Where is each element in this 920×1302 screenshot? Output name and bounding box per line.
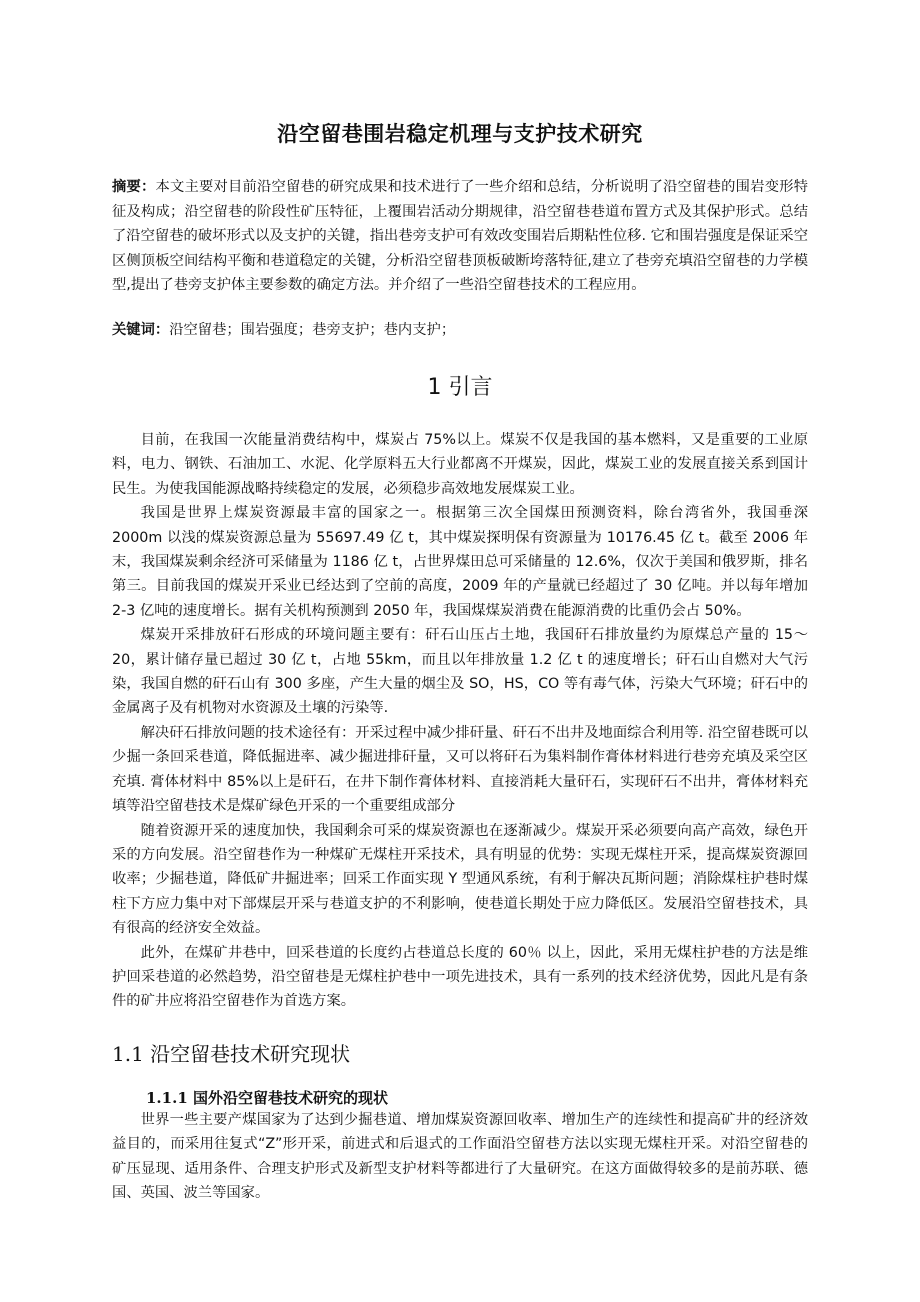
document-title: 沿空留巷围岩稳定机理与支护技术研究 [277,122,643,146]
paragraph: 煤炭开采排放矸石形成的环境问题主要有：矸石山压占土地，我国矸石排放量约为原煤总产量的 15～20，累计储存量已超过 30 亿 t，占地 55km，而且以年排放量 1.2 亿 t 的速度增长；矸石山自燃对大气污染，我国自燃的矸石山有 300 多座，产生大量的烟尘及 SO，HS，CO 等有毒气体，污染大气环境；矸石中的金属离子及有机物对水资源及土壤的污染等. [112,627,808,717]
foreign-research-body [112,1108,808,1206]
subsection-heading-foreign-research: 1.1.1 国外沿空留巷技术研究的现状 [146,1089,388,1107]
paragraph: 随着资源开采的速度加快，我国剩余可采的煤炭资源也在逐渐减少。煤炭开采必须要向高产高效，绿色开采的方向发展。沿空留巷作为一种煤矿无煤柱开采技术，具有明显的优势：实现无煤柱开采，提高煤炭资源回收率；少掘巷道，降低矿井掘进率；回采工作面实现 Y 型通风系统，有利于解决瓦斯问题；消除煤柱护巷时煤柱下方应力集中对下部煤层开采与巷道支护的不利影响，使巷道长期处于应力降低区。发展沿空留巷技术，具有很高的经济安全效益。 [112,822,808,937]
paragraph: 解决矸石排放问题的技术途径有：开采过程中减少排矸量、矸石不出井及地面综合利用等. 沿空留巷既可以少掘一条回采巷道，降低掘进率、减少掘进排矸量，又可以将矸石为集料制作膏体材料进行巷旁充填及采空区充填. 膏体材料中 85%以上是矸石，在井下制作膏体材料、直接消耗大量矸石，实现矸石不出井，膏体材料充填等沿空留巷技术是煤矿绿色开采的一个重要组成部分 [112,724,808,815]
abstract-label: 摘要： [112,179,156,195]
introduction-body [112,428,808,1014]
paragraph: 我国是世界上煤炭资源最丰富的国家之一。根据第三次全国煤田预测资料，除台湾省外，我国垂深 2000m 以浅的煤炭资源总量为 55697.49 亿 t，其中煤炭探明保有资源量为 10176.45 亿 t。截至 2006 年末，我国煤炭剩余经济可采储量为 1186 亿 t，占世界煤田总可采储量的 12.6%，仅次于美国和俄罗斯，排名第三。目前我国的煤炭开采业已经达到了空前的高度，2009 年的产量就已经超过了 30 亿吨。并以每年增加 2-3 亿吨的速度增长。据有关机构预测到 2050 年，我国煤煤炭消费在能源消费的比重仍会占 50%。 [112,505,808,619]
paragraph: 目前，在我国一次能量消费结构中，煤炭占 75%以上。煤炭不仅是我国的基本燃料，又是重要的工业原料，电力、钢铁、石油加工、水泥、化学原料五大行业都离不开煤炭，因此，煤炭工业的发展直接关系到国计民生。为使我国能源战略持续稳定的发展，必须稳步高效地发展煤炭工业。 [112,432,808,497]
paragraph: 世界一些主要产煤国家为了达到少掘巷道、增加煤炭资源回收率、增加生产的连续性和提高矿井的经济效益目的，而采用往复式“Z”形开采，前进式和后退式的工作面沿空留巷方法以实现无煤柱开采。对沿空留巷的矿压显现、适用条件、合理支护形式及新型支护材料等都进行了大量研究。在这方面做得较多的是前苏联、德国、英国、波兰等国家。 [112,1112,808,1202]
paragraph: 此外，在煤矿井巷中，回采巷道的长度约占巷道总长度的 60％ 以上，因此，采用无煤柱护巷的方法是维护回采巷道的必然趋势，沿空留巷是无煤柱护巷中一项先进技术，具有一系列的技术经济优势，因此凡是有条件的矿井应将沿空留巷作为首选方案。 [112,944,808,1010]
abstract-text: 本文主要对目前沿空留巷的研究成果和技术进行了一些介绍和总结，分析说明了沿空留巷的围岩变形特征及构成；沿空留巷的阶段性矿压特征，上覆围岩活动分期规律，沿空留巷巷道布置方式及其保护形式。总结了沿空留巷的破坏形式以及支护的关键，指出巷旁支护可有效改变围岩后期粘性位移. 它和围岩强度是保证采空区侧顶板空间结构平衡和巷道稳定的关键，分析沿空留巷顶板破断垮落特征,建立了巷旁充填沿空留巷的力学模型,提出了巷旁支护体主要参数的确定方法。并介绍了一些沿空留巷技术的工程应用。 [112,179,808,294]
keywords [112,318,808,342]
section-heading-research-status: 1.1 沿空留巷技术研究现状 [112,1042,351,1066]
abstract [112,175,808,298]
keywords-text: 沿空留巷；围岩强度；巷旁支护；巷内支护； [169,322,456,338]
section-heading-introduction: 1 引言 [427,375,493,400]
keywords-label: 关键词： [112,322,170,338]
